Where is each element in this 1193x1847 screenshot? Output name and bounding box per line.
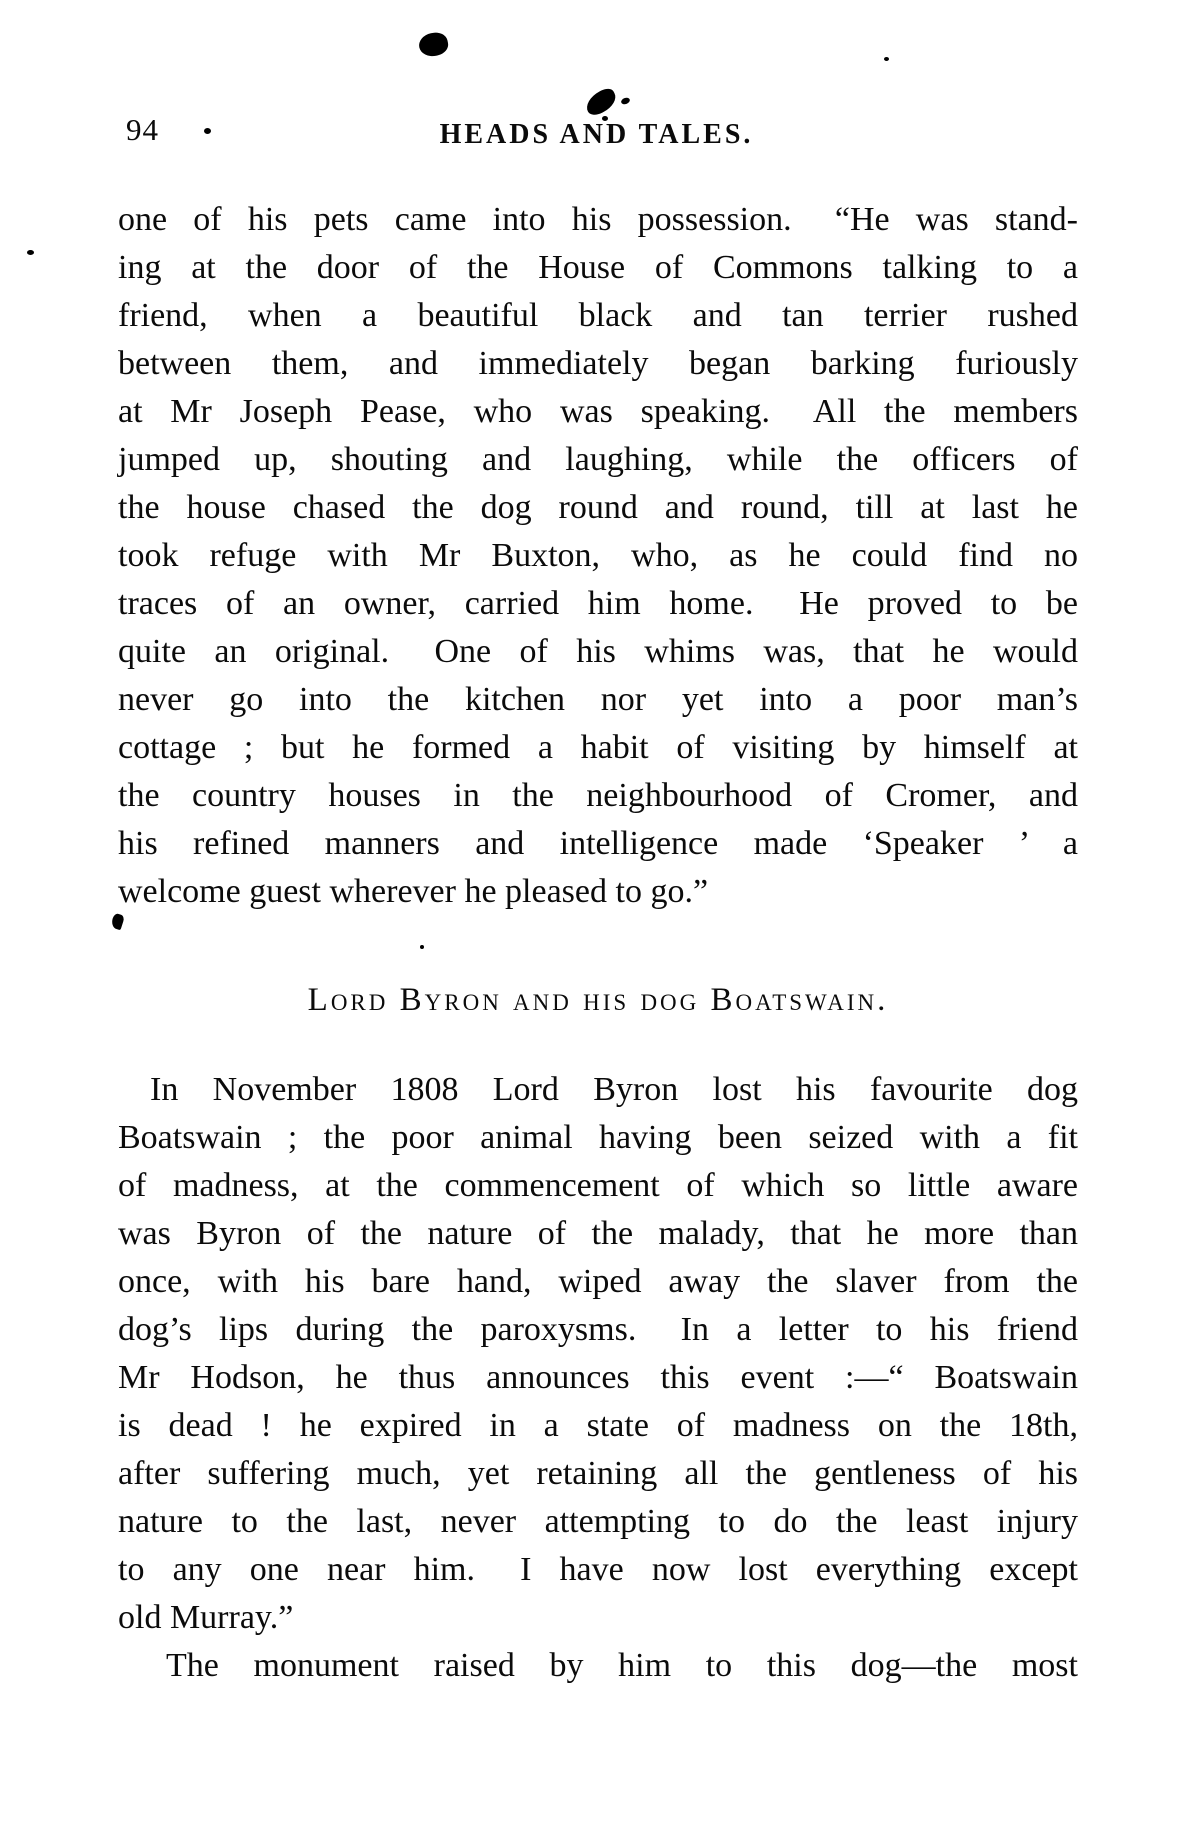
text-line: Boatswain ; the poor animal having been seized with a fit: [118, 1119, 1078, 1156]
paragraph-speaker-dog: [118, 196, 1078, 916]
ink-dot-mark: [884, 57, 889, 61]
text-line: after suffering much, yet retaining all the gentleness of his: [118, 1455, 1078, 1492]
text-line: quite an original. One of his whims was, that he would: [118, 633, 1078, 670]
text-line: cottage ; but he formed a habit of visiting by himself at: [118, 729, 1078, 766]
ink-smudge-mark: [582, 86, 620, 119]
text-line: welcome guest wherever he pleased to go.”: [118, 873, 709, 910]
text-line: one of his pets came into his possession. “He was stand-: [118, 201, 1078, 238]
ink-dot-mark: [620, 97, 631, 106]
text-line: of madness, at the commencement of which so little aware: [118, 1167, 1078, 1204]
page-number: 94: [126, 112, 159, 147]
ink-dot-mark: [27, 250, 34, 255]
paragraph-monument: [118, 1642, 1078, 1690]
text-line: to any one near him. I have now lost everything except: [118, 1551, 1078, 1588]
text-line: never go into the kitchen nor yet into a poor man’s: [118, 681, 1078, 718]
text-line: traces of an owner, carried him home. He proved to be: [118, 585, 1078, 622]
text-line: took refuge with Mr Buxton, who, as he could find no: [118, 537, 1078, 574]
text-line: between them, and immediately began barking furiously: [118, 345, 1078, 382]
text-line: once, with his bare hand, wiped away the slaver from the: [118, 1263, 1078, 1300]
text-line: the country houses in the neighbourhood of Cromer, and: [118, 777, 1078, 814]
text-line: The monument raised by him to this dog—the most: [166, 1647, 1078, 1684]
text-line: ing at the door of the House of Commons talking to a: [118, 249, 1078, 286]
text-line: was Byron of the nature of the malady, that he more than: [118, 1215, 1078, 1252]
text-line: the house chased the dog round and round, till at last he: [118, 489, 1078, 526]
text-line: his refined manners and intelligence made ‘Speaker ’ a: [118, 825, 1078, 862]
text-line: nature to the last, never attempting to do the least injury: [118, 1503, 1078, 1540]
section-heading: Lord Byron and his dog Boatswain.: [307, 982, 889, 1018]
text-line: at Mr Joseph Pease, who was speaking. All the members: [118, 393, 1078, 430]
ink-blob-mark: [417, 30, 450, 59]
text-block: [118, 196, 1078, 1690]
text-line: is dead ! he expired in a state of madness on the 18th,: [118, 1407, 1078, 1444]
text-line: jumped up, shouting and laughing, while the officers of: [118, 441, 1078, 478]
paragraph-byron-boatswain: [118, 1066, 1078, 1642]
text-line: Mr Hodson, he thus announces this event :—“ Boatswain: [118, 1359, 1078, 1396]
text-line: friend, when a beautiful black and tan terrier rushed: [118, 297, 1078, 334]
text-line: dog’s lips during the paroxysms. In a letter to his friend: [118, 1311, 1078, 1348]
text-line: old Murray.”: [118, 1599, 294, 1636]
text-line: In November 1808 Lord Byron lost his favourite dog: [150, 1071, 1078, 1108]
running-title: HEADS AND TALES.: [439, 119, 754, 150]
